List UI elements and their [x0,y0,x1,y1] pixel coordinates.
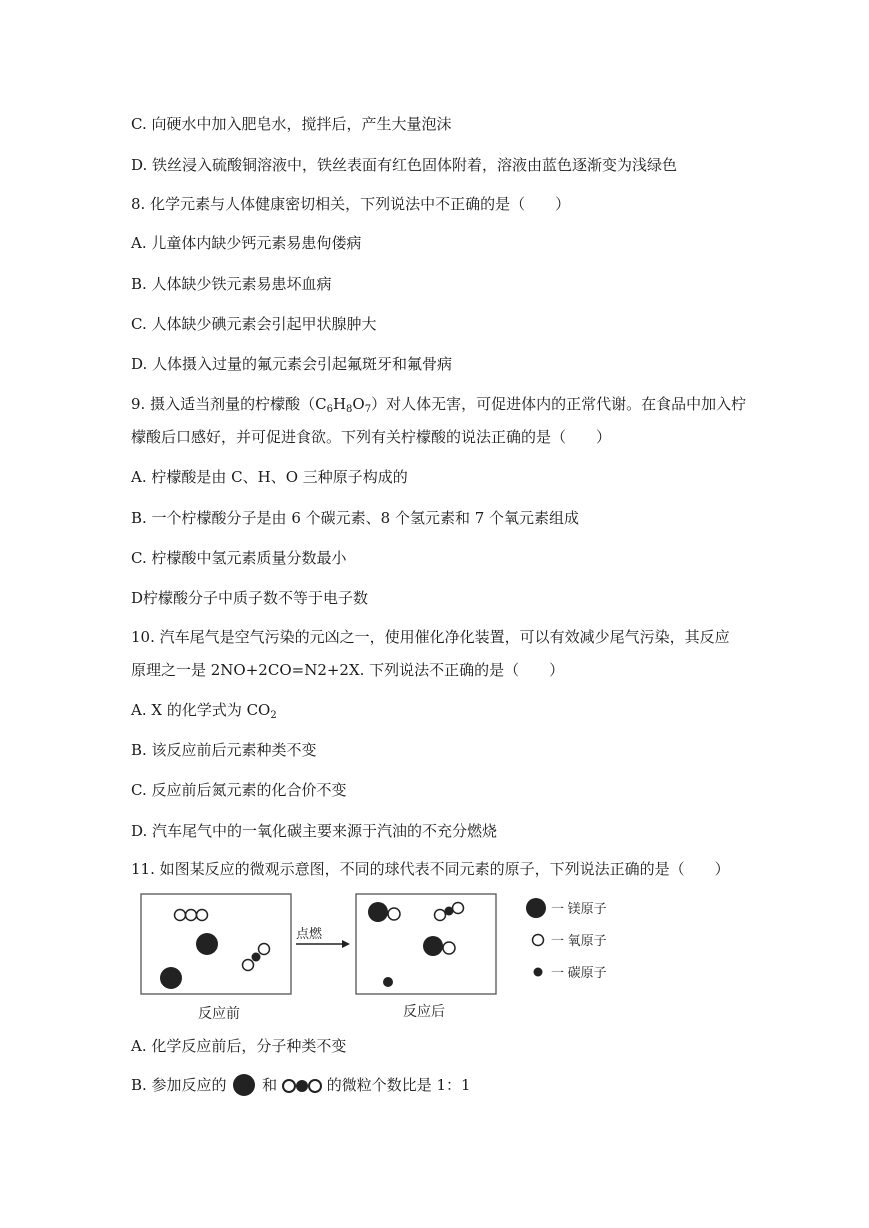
q9-sub-c: 6 [326,404,333,415]
question-9-line2: 檬酸后口感好，并可促进食欲。下列有关柠檬酸的说法正确的是（ ） [131,428,612,446]
option-8c: C. 人体缺少碘元素会引起甲状腺肿大 [131,315,377,333]
legend-c-label: 一 碳原子 [551,965,607,980]
q10a-text: A. X 的化学式为 CO [131,701,271,719]
legend-mg-symbol [526,898,546,918]
after-co-molecule [435,903,464,921]
question-9-line1 [131,394,746,414]
question-10-line1: 10. 汽车尾气是空气污染的元凶之一，使用催化净化装置，可以有效减少尾气污染，其反应 [131,628,730,646]
after-mgo-molecule-2 [423,936,455,956]
arrow-head [342,940,350,948]
option-7d: D. 铁丝浸入硫酸铜溶液中，铁丝表面有红色固体附着，溶液由蓝色逐渐变为浅绿色 [131,156,678,174]
option-9a: A. 柠檬酸是由 C、H、O 三种原子构成的 [131,468,408,486]
q11b-post: 的微粒个数比是 1：1 [326,1076,471,1094]
q9-sub-o: 7 [364,404,372,415]
legend-c-symbol [534,968,543,977]
q9-h: H [332,395,347,413]
q9-sub-h: 8 [346,404,353,415]
after-mgo-molecule-1 [368,902,400,922]
option-10b: B. 该反应前后元素种类不变 [131,741,317,759]
after-label: 反应后 [403,1003,445,1019]
legend-mg-label: 一 镁原子 [551,901,607,916]
option-10c: C. 反应前后氮元素的化合价不变 [131,781,347,799]
option-7c: C. 向硬水中加入肥皂水，搅拌后，产生大量泡沫 [131,115,452,133]
before-mg-atom-2 [160,967,182,989]
before-co2-molecule [243,944,270,971]
option-8a: A. 儿童体内缺少钙元素易患佝偻病 [131,234,362,252]
option-9d: D柠檬酸分子中质子数不等于电子数 [131,589,369,607]
option-8b: B. 人体缺少铁元素易患坏血病 [131,275,332,293]
q11b-pre: B. 参加反应的 [131,1076,227,1094]
legend-o-label: 一 氧原子 [551,933,607,948]
arrow-label: 点燃 [296,926,323,941]
option-8d: D. 人体摄入过量的氟元素会引起氟斑牙和氟骨病 [131,355,453,373]
mg-atom-icon [231,1073,257,1099]
question-11: 11. 如图某反应的微观示意图，不同的球代表不同元素的原子，下列说法正确的是（ ） [131,860,730,878]
option-9c: C. 柠檬酸中氢元素质量分数最小 [131,549,347,567]
q9-pre: 9. 摄入适当剂量的柠檬酸（C [131,395,327,413]
co2-molecule-icon [282,1076,322,1096]
reaction-diagram [131,884,631,1024]
option-10d: D. 汽车尾气中的一氧化碳主要来源于汽油的不充分燃烧 [131,822,498,840]
q9-post: ）对人体无害，可促进体内的正常代谢。在食品中加入柠 [371,395,747,413]
before-mg-atom-1 [196,933,218,955]
before-o2-molecule [175,910,208,921]
option-9b: B. 一个柠檬酸分子是由 6 个碳元素、8 个氢元素和 7 个氧元素组成 [131,509,580,527]
question-8: 8. 化学元素与人体健康密切相关，下列说法中不正确的是（ ） [131,195,571,213]
legend-o-symbol [533,935,544,946]
q10a-sub: 2 [270,710,277,721]
q9-o: O [352,395,365,413]
before-label: 反应前 [198,1005,240,1021]
question-10-line2: 原理之一是 2NO+2CO=N2+2X. 下列说法不正确的是（ ） [131,661,565,679]
after-c-atom [383,977,393,987]
option-10a [131,700,277,720]
q11b-mid: 和 [262,1076,278,1094]
option-11a: A. 化学反应前后，分子种类不变 [131,1037,347,1055]
option-11b [131,1072,471,1099]
